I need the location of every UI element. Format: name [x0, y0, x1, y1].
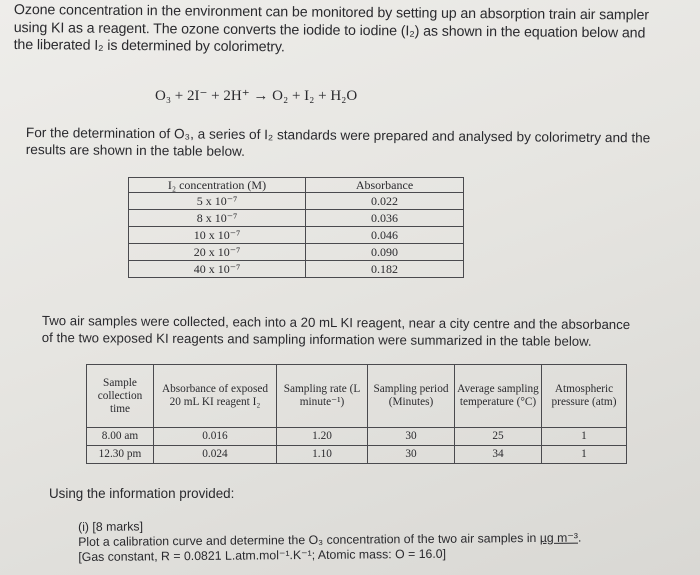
sampling-period-cell: 30 [368, 428, 455, 446]
sample-absorbance-cell: 0.016 [154, 428, 277, 446]
sampling-rate-cell: 1.20 [277, 428, 368, 446]
header-collection-time: Sample collection time [87, 365, 154, 428]
question-block [78, 515, 688, 565]
samples-paragraph [42, 312, 682, 350]
samples-paragraph-line-1: Two air samples were collected, each into a 20 mL KI reagent, near a city centre and the absorbance [41, 312, 631, 333]
table-row [129, 210, 464, 227]
table-row [129, 227, 464, 244]
temperature-cell: 34 [455, 446, 542, 464]
absorbance-cell: 0.182 [306, 261, 464, 278]
table-row [87, 428, 627, 446]
samples-paragraph-line-2: of the two exposed KI reagents and sampling information were summarized in the table below. [41, 329, 592, 349]
concentration-cell: 40 x 10⁻⁷ [129, 261, 306, 278]
collection-time-cell: 12.30 pm [87, 446, 154, 464]
section-heading: Using the information provided: [49, 486, 235, 501]
header-sampling-rate: Sampling rate (L minute⁻¹) [277, 365, 368, 428]
collection-time-cell: 8.00 am [87, 428, 154, 446]
absorbance-cell: 0.022 [306, 193, 464, 210]
header-pressure: Atmospheric pressure (atm) [542, 365, 627, 428]
table-row [87, 446, 627, 464]
samples-table-header [87, 365, 627, 428]
standards-paragraph [26, 124, 676, 164]
temperature-cell: 25 [455, 428, 542, 446]
pressure-cell: 1 [542, 446, 627, 464]
intro-paragraph [14, 2, 690, 60]
header-sampling-period: Sampling period (Minutes) [368, 365, 455, 428]
sampling-rate-cell: 1.10 [277, 446, 368, 464]
question-unit: µg m⁻³ [539, 530, 579, 545]
standards-paragraph-line-2: results are shown in the table below. [25, 141, 245, 159]
standards-paragraph-line-1: For the determination of O₃, a series of I₂ standards were prepared and analysed by colorimetry and the [25, 124, 651, 146]
header-absorbance: Absorbance [306, 178, 464, 193]
absorbance-cell: 0.036 [306, 210, 464, 227]
absorbance-cell: 0.090 [306, 244, 464, 261]
table-row [129, 244, 464, 261]
question-text: Plot a calibration curve and determine the O₃ concentration of the two air samples in [78, 530, 540, 549]
intro-line-1: Ozone concentration in the environment can be monitored by setting up an absorption train air sampler [13, 2, 650, 24]
concentration-cell: 20 x 10⁻⁷ [129, 244, 306, 261]
question-line-2: [Gas constant, R = 0.0821 L.atm.mol⁻¹.K⁻¹; Atomic mass: O = 16.0] [78, 546, 447, 564]
sampling-period-cell: 30 [368, 446, 455, 464]
question-marks: (i) [8 marks] [78, 519, 144, 534]
samples-table [86, 364, 627, 464]
header-concentration: I₂ concentration (M) [129, 178, 306, 193]
concentration-cell: 5 x 10⁻⁷ [129, 193, 306, 210]
standards-table-header [129, 178, 464, 193]
table-row [129, 193, 464, 210]
sample-absorbance-cell: 0.024 [154, 446, 277, 464]
question-period: . [577, 530, 582, 545]
concentration-cell: 10 x 10⁻⁷ [129, 227, 306, 244]
absorbance-cell: 0.046 [306, 227, 464, 244]
header-sample-absorbance: Absorbance of exposed 20 mL KI reagent I₂ [154, 365, 277, 428]
intro-line-3: the liberated I₂ is determined by colorimetry. [13, 36, 285, 56]
table-row [129, 261, 464, 278]
standards-table [128, 177, 464, 278]
pressure-cell: 1 [542, 428, 627, 446]
reaction-equation: O₃ + 2I⁻ + 2H⁺ → O₂ + I₂ + H₂O [155, 88, 358, 104]
intro-line-2: using KI as a reagent. The ozone converts the iodide to iodine (I₂) as shown in the equation below and [13, 19, 646, 42]
header-temperature: Average sampling temperature (°C) [455, 365, 542, 428]
concentration-cell: 8 x 10⁻⁷ [129, 210, 306, 227]
